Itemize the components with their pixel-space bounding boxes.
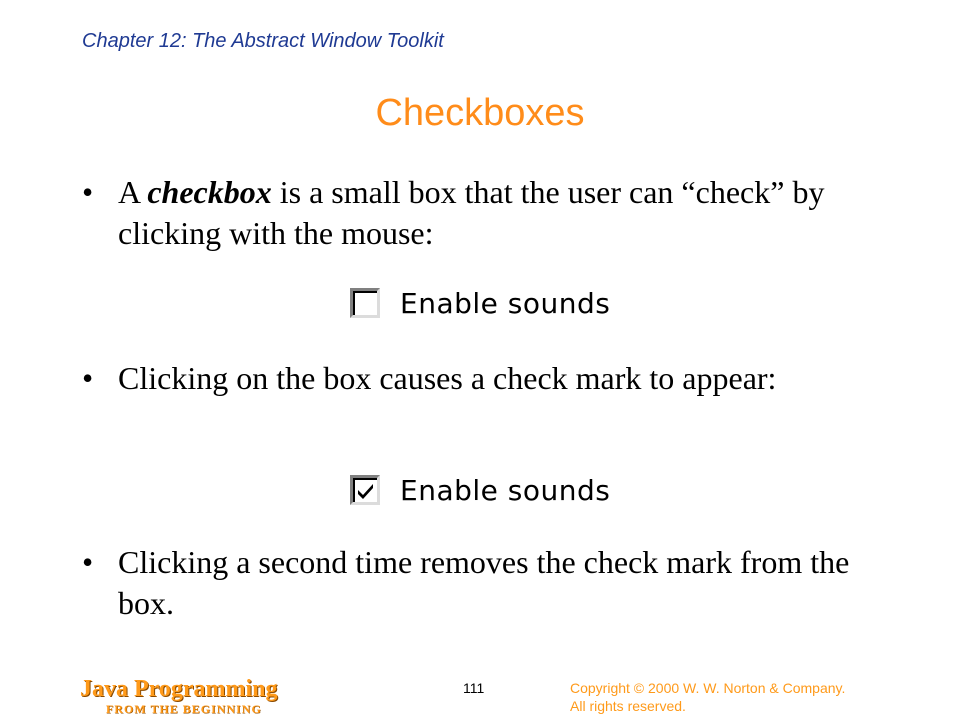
bullet-text-post: is a small box that the user can “check” by clicking with the mouse: [118,174,825,251]
checkbox-label: Enable sounds [400,473,611,507]
bullet-marker: • [82,360,94,396]
bullet-item-second-click [82,542,872,624]
checkbox-box-checked[interactable] [350,475,380,505]
slide-title: Checkboxes [375,92,585,134]
page-number: 111 [463,680,485,696]
checkbox-checked-example[interactable] [350,470,610,510]
bullet-item-checkbox-definition [82,172,872,254]
bullet-text [118,172,872,254]
checkbox-unchecked-example[interactable] [350,283,610,323]
chapter-heading: Chapter 12: The Abstract Window Toolkit [82,30,444,52]
bullet-marker: • [82,174,94,210]
bullet-text-pre: A [118,174,148,210]
copyright-notice [570,679,910,715]
brand-subtitle: FROM THE BEGINNING [106,702,262,716]
bullet-text: Clicking on the box causes a check mark to appear: [118,360,777,396]
checkbox-box-unchecked[interactable] [350,288,380,318]
brand-title: Java Programming [80,676,278,702]
bullet-item-check-mark-appears [82,358,872,399]
bullet-marker: • [82,544,94,580]
copyright-line-2: All rights reserved. [570,698,686,714]
checkbox-label: Enable sounds [400,286,611,320]
check-mark-icon [355,480,377,502]
copyright-line-1: Copyright © 2000 W. W. Norton & Company. [570,680,846,696]
book-brand-logo [80,676,320,717]
bullet-text-emphasis: checkbox [147,174,272,210]
bullet-text: Clicking a second time removes the check mark from the box. [118,544,850,621]
